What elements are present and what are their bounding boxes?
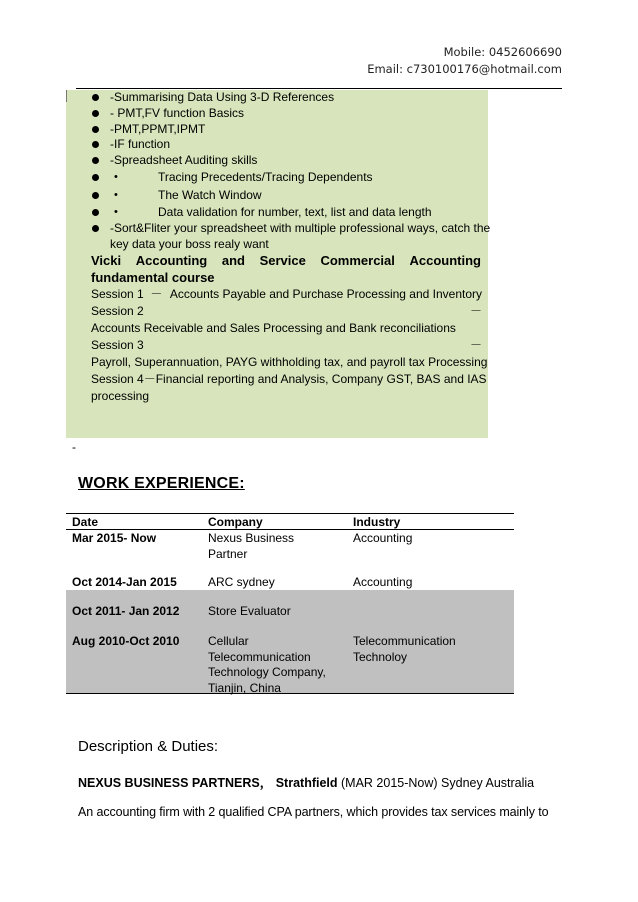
sub-bullet-icon: •	[114, 189, 118, 201]
bullet-icon	[92, 94, 99, 101]
row-industry: Accounting	[353, 531, 413, 545]
column-header-company: Company	[208, 515, 263, 529]
table-header-border	[66, 529, 514, 530]
row-date: Oct 2014-Jan 2015	[72, 575, 177, 589]
bullet-icon	[92, 174, 99, 181]
sub-bullet-icon: •	[114, 171, 118, 183]
employer-description: An accounting firm with 2 qualified CPA partners, which provides tax services mainly to	[78, 805, 549, 819]
bullet-icon	[92, 225, 99, 232]
session-2: Session 2 －	[91, 304, 482, 318]
session-2-text: Accounts Receivable and Sales Processing and Bank reconciliations	[91, 321, 456, 335]
row-company: Cellular Telecommunication Technology Company, Tianjin, China	[208, 634, 326, 695]
mobile-number: Mobile: 0452606690	[443, 45, 562, 59]
course-title-cont: fundamental course	[91, 270, 215, 285]
row-company: Store Evaluator	[208, 604, 291, 618]
row-date: Mar 2015- Now	[72, 531, 157, 545]
row-industry: Telecommunication Technoloy	[353, 634, 456, 664]
table-top-border	[66, 513, 514, 514]
session-4-cont: processing	[91, 389, 150, 403]
panel-edge	[66, 90, 67, 102]
row-date: Oct 2011- Jan 2012	[72, 604, 180, 618]
work-experience-heading: WORK EXPERIENCE:	[78, 475, 245, 492]
employer-name: NEXUS BUSINESS PARTNERS， Strathfield	[78, 776, 338, 790]
column-header-date: Date	[72, 515, 99, 529]
bullet-icon	[92, 126, 99, 133]
bullet-icon	[92, 157, 99, 164]
bullet-icon	[92, 110, 99, 117]
row-date: Aug 2010-Oct 2010	[72, 634, 180, 648]
description-heading: Description & Duties:	[78, 738, 219, 755]
sub-bullet-icon: •	[114, 206, 118, 218]
employer-details: (MAR 2015-Now) Sydney Australia	[337, 776, 535, 790]
employer-line	[78, 773, 534, 791]
row-company: ARC sydney	[208, 575, 275, 589]
bullet-icon	[92, 192, 99, 199]
row-industry: Accounting	[353, 575, 413, 589]
session-4: Session 4－Financial reporting and Analysis, Company GST, BAS and IAS	[91, 372, 487, 386]
bullet-icon	[92, 141, 99, 148]
bullet-icon	[92, 209, 99, 216]
session-1: Session 1 － Accounts Payable and Purchase Processing and Inventory	[91, 287, 482, 301]
session-3: Session 3 －	[91, 338, 482, 352]
session-3-text: Payroll, Superannuation, PAYG withholding tax, and payroll tax Processing	[91, 355, 488, 369]
course-title: Vicki Accounting and Service Commercial Accounting	[91, 253, 481, 268]
stray-dash: -	[72, 440, 76, 454]
column-header-industry: Industry	[353, 515, 401, 529]
row-company: Nexus Business Partner	[208, 531, 295, 561]
contact-block	[367, 44, 562, 78]
email-address: Email: c730100176@hotmail.com	[367, 62, 562, 76]
